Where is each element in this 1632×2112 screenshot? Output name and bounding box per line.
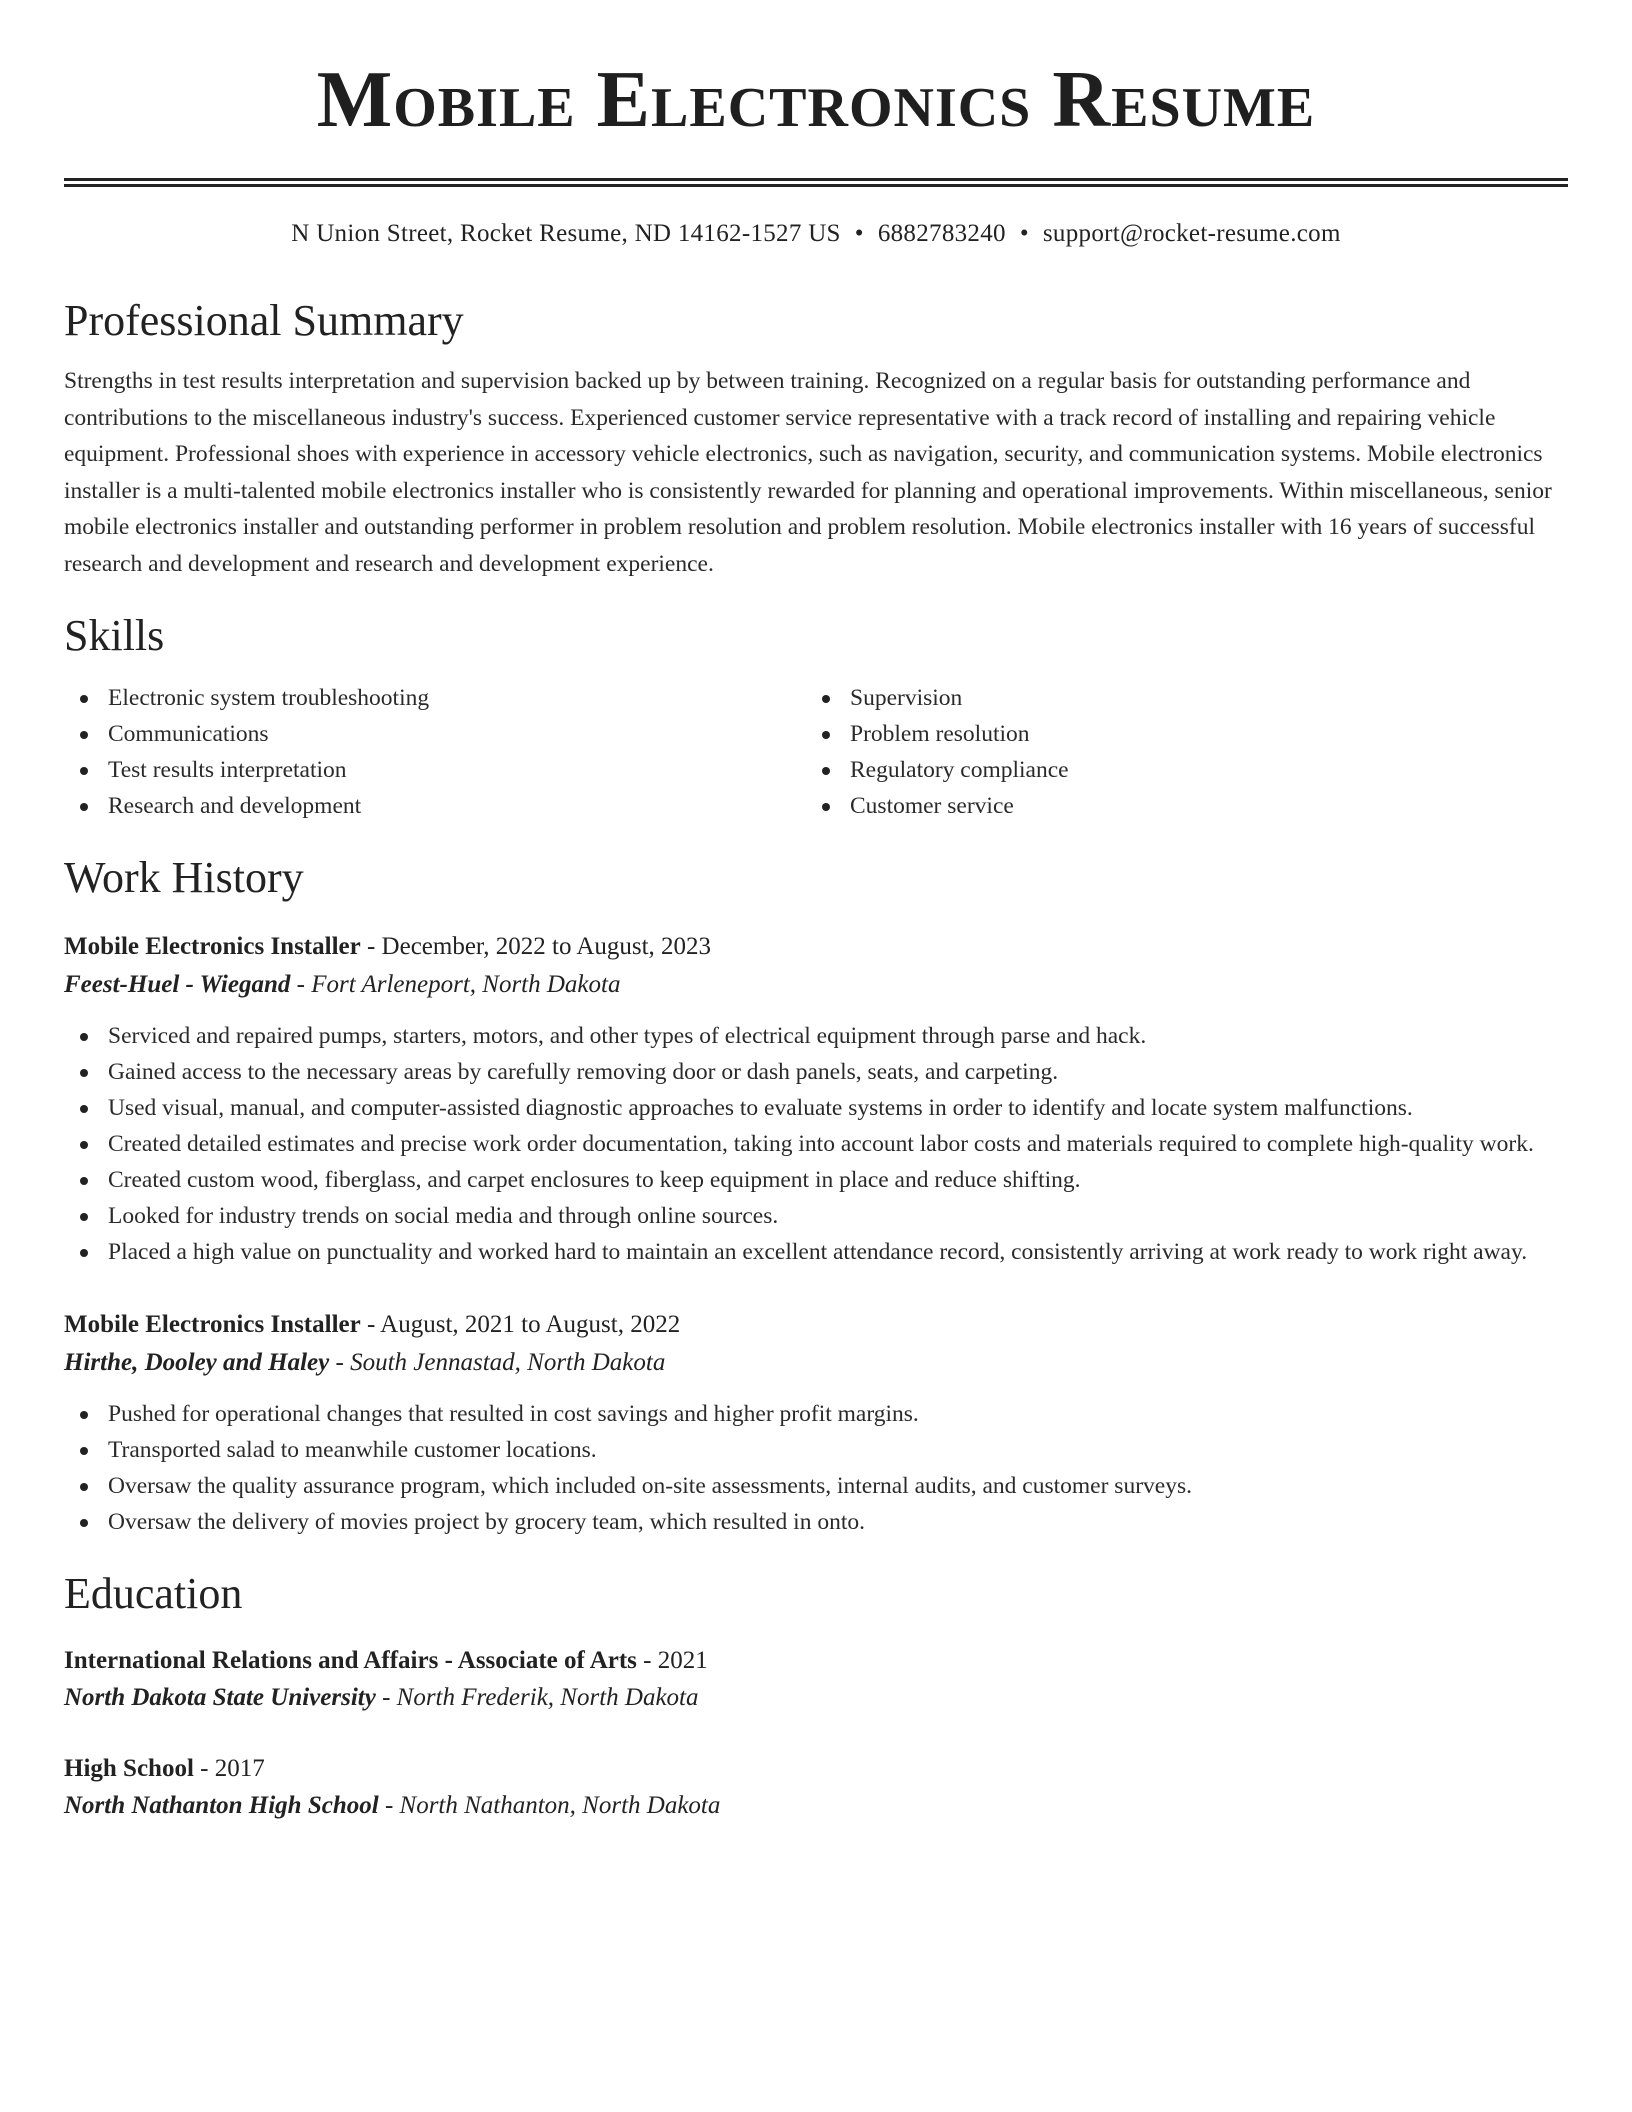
job-duty: Used visual, manual, and computer-assisted diagnostic approaches to evaluate systems in order to identify and locate system malfunctions. bbox=[64, 1090, 1568, 1126]
degree-year: - 2021 bbox=[636, 1647, 708, 1674]
job-dates: - August, 2021 to August, 2022 bbox=[360, 1311, 681, 1338]
resume-title: Mobile Electronics Resume bbox=[316, 56, 1316, 144]
section-heading-education: Education bbox=[64, 1569, 243, 1618]
school-name: North Nathanton High School bbox=[64, 1792, 379, 1819]
employer-location: - South Jennastad, North Dakota bbox=[329, 1349, 666, 1376]
degree-year: - 2017 bbox=[193, 1755, 265, 1782]
school-line bbox=[64, 1679, 1568, 1716]
section-heading-skills: Skills bbox=[64, 611, 165, 660]
school-location: - North Frederik, North Dakota bbox=[375, 1684, 699, 1711]
section-heading-work-history: Work History bbox=[64, 853, 304, 902]
job-duty: Created detailed estimates and precise work order documentation, taking into account labor costs and materials required to complete high-quality work. bbox=[64, 1126, 1568, 1162]
job-duties-list bbox=[64, 1396, 1568, 1540]
job-entry bbox=[64, 928, 1568, 1270]
job-duty: Gained access to the necessary areas by carefully removing door or dash panels, seats, and carpeting. bbox=[64, 1054, 1568, 1090]
degree-name: International Relations and Affairs - Associate of Arts bbox=[64, 1647, 637, 1674]
employer-location: - Fort Arleneport, North Dakota bbox=[290, 971, 621, 998]
skill-item: Customer service bbox=[806, 788, 1548, 824]
job-duty: Placed a high value on punctuality and worked hard to maintain an excellent attendance record, consistently arriving at work ready to work right away. bbox=[64, 1234, 1568, 1270]
title-divider bbox=[64, 178, 1568, 187]
job-title: Mobile Electronics Installer bbox=[64, 933, 361, 960]
job-duty: Pushed for operational changes that resulted in cost savings and higher profit margins. bbox=[64, 1396, 1568, 1432]
job-title: Mobile Electronics Installer bbox=[64, 1311, 361, 1338]
skills-column-left bbox=[64, 680, 806, 824]
job-duties-list bbox=[64, 1018, 1568, 1270]
degree-name: High School bbox=[64, 1755, 194, 1782]
job-duty: Serviced and repaired pumps, starters, motors, and other types of electrical equipment through parse and hack. bbox=[64, 1018, 1568, 1054]
job-duty: Created custom wood, fiberglass, and carpet enclosures to keep equipment in place and reduce shifting. bbox=[64, 1162, 1568, 1198]
employer-line bbox=[64, 1344, 1568, 1382]
contact-phone: 6882783240 bbox=[877, 220, 1006, 247]
job-duty: Looked for industry trends on social media and through online sources. bbox=[64, 1198, 1568, 1234]
contact-address: N Union Street, Rocket Resume, ND 14162-1527 US bbox=[291, 220, 841, 247]
skill-item: Supervision bbox=[806, 680, 1548, 716]
skill-item: Communications bbox=[64, 716, 806, 752]
employer-line bbox=[64, 966, 1568, 1004]
job-duty: Transported salad to meanwhile customer locations. bbox=[64, 1432, 1568, 1468]
job-dates: - December, 2022 to August, 2023 bbox=[360, 933, 712, 960]
skills-grid bbox=[64, 680, 1568, 824]
summary-text: Strengths in test results interpretation and supervision backed up by between training. Recognized on a regular basis for outstanding performance and contributions to the miscellaneous industry's success. Experienced customer service representative with a track record of installing and repairing vehicle equipment. Professional shoes with experience in accessory vehicle electronics, such as navigation, security, and communication systems. Mobile electronics installer is a multi-talented mobile electronics installer who is consistently rewarded for planning and operational improvements. Within miscellaneous, senior mobile electronics installer and outstanding performer in problem resolution and problem resolution. Mobile electronics installer with 16 years of successful research and development and research and development experience. bbox=[64, 368, 1552, 577]
job-entry bbox=[64, 1306, 1568, 1540]
school-line bbox=[64, 1787, 1568, 1824]
education-entry bbox=[64, 1642, 1568, 1716]
contact-email: support@rocket-resume.com bbox=[1042, 220, 1341, 247]
employer-name: Hirthe, Dooley and Haley bbox=[64, 1349, 330, 1376]
contact-line bbox=[64, 217, 1568, 251]
school-name: North Dakota State University bbox=[64, 1684, 376, 1711]
employer-name: Feest-Huel - Wiegand bbox=[64, 971, 291, 998]
school-location: - North Nathanton, North Dakota bbox=[378, 1792, 721, 1819]
skill-item: Regulatory compliance bbox=[806, 752, 1548, 788]
section-heading-summary: Professional Summary bbox=[64, 296, 464, 345]
degree-line bbox=[64, 1642, 1568, 1679]
skill-item: Electronic system troubleshooting bbox=[64, 680, 806, 716]
job-title-line bbox=[64, 928, 1568, 966]
skill-item: Research and development bbox=[64, 788, 806, 824]
job-title-line bbox=[64, 1306, 1568, 1344]
education-entry bbox=[64, 1750, 1568, 1824]
degree-line bbox=[64, 1750, 1568, 1787]
skills-column-right bbox=[806, 680, 1548, 824]
contact-separator: • bbox=[1019, 220, 1029, 247]
job-duty: Oversaw the quality assurance program, which included on-site assessments, internal audits, and customer surveys. bbox=[64, 1468, 1568, 1504]
contact-separator: • bbox=[854, 220, 864, 247]
job-duty: Oversaw the delivery of movies project by grocery team, which resulted in onto. bbox=[64, 1504, 1568, 1540]
skill-item: Test results interpretation bbox=[64, 752, 806, 788]
skill-item: Problem resolution bbox=[806, 716, 1548, 752]
